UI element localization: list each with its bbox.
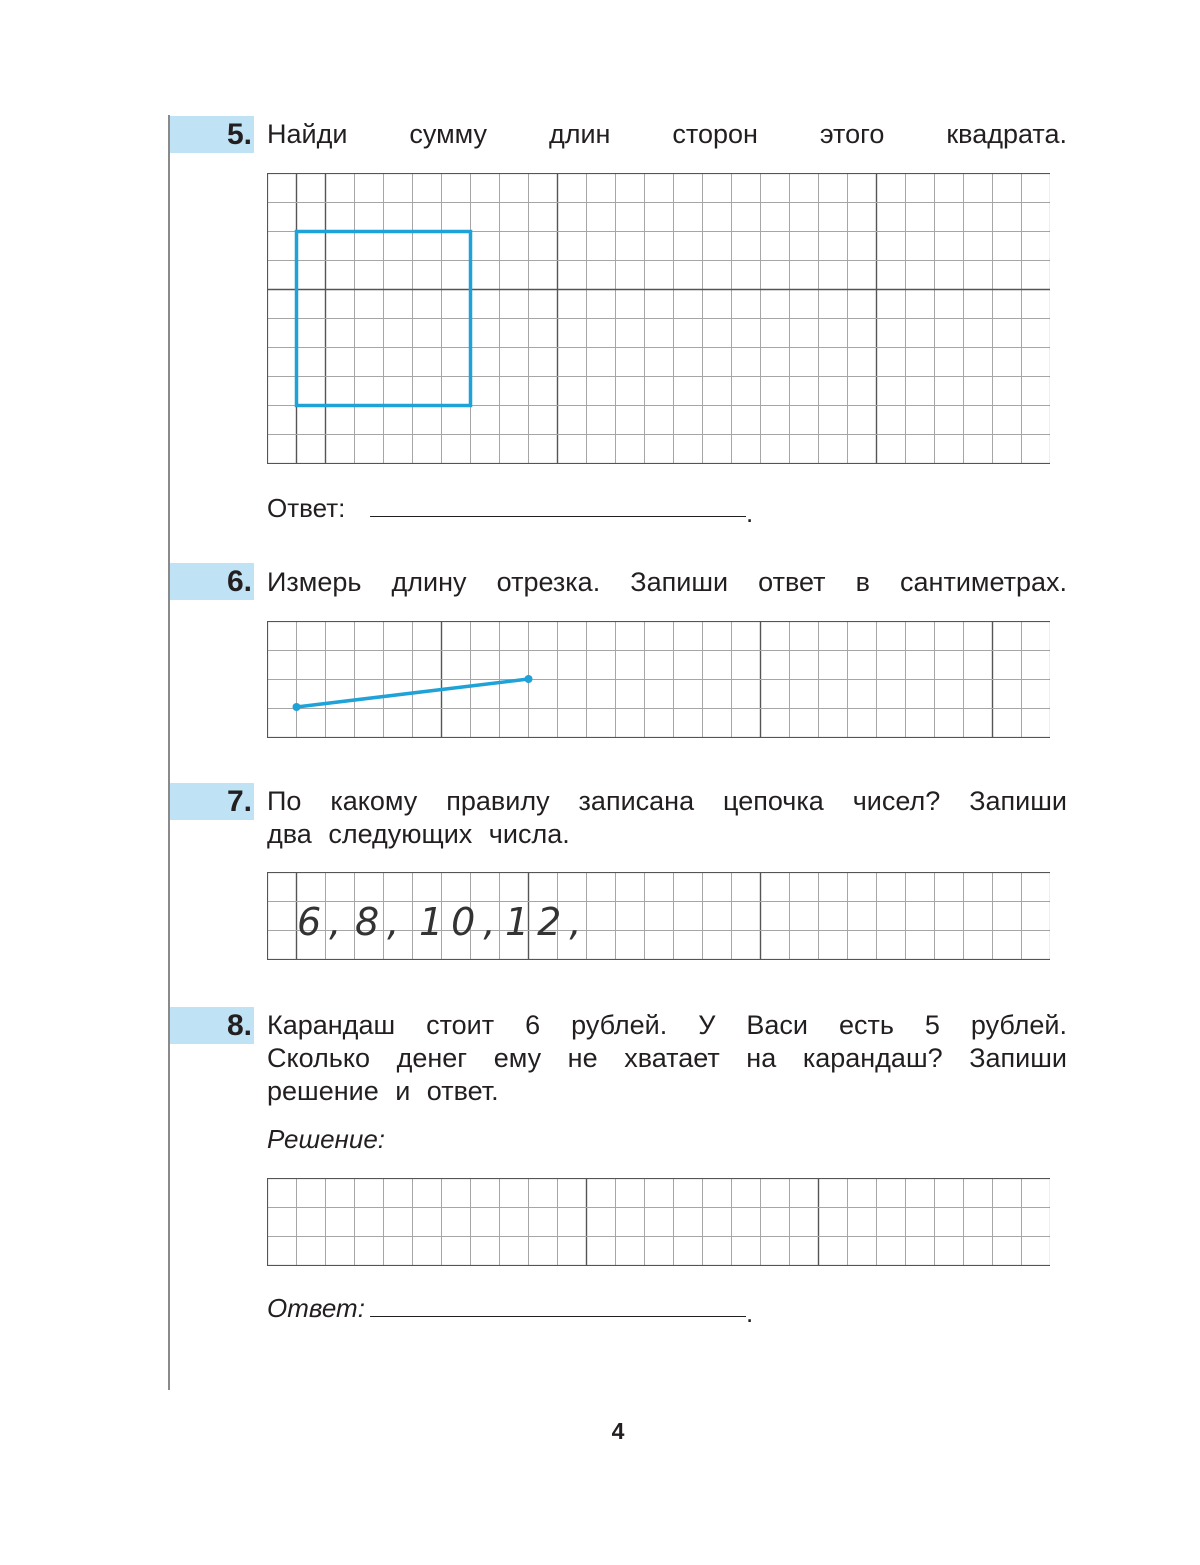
task-5-answer-line[interactable] xyxy=(370,516,746,517)
task-5-number: 5. xyxy=(226,118,252,151)
task-8-answer-label: Ответ: xyxy=(267,1293,365,1323)
page-number: 4 xyxy=(611,1418,625,1444)
task-7-number: 7. xyxy=(226,785,252,818)
handwritten-number: 6, xyxy=(297,900,350,944)
task-6-text: Измерь длину отрезка. Запиши ответ в сантиметрах. xyxy=(267,567,1067,597)
segment-end-point xyxy=(525,675,533,683)
segment-start-point xyxy=(293,703,301,711)
task-7-line-2: два следующих числа. xyxy=(267,819,570,849)
task-8-line-3: решение и ответ. xyxy=(267,1076,499,1106)
task-8-line-1: Карандаш стоит 6 рублей. У Васи есть 5 рублей. xyxy=(267,1010,1067,1040)
handwritten-number: 10, xyxy=(419,900,504,944)
task-5-text: Найди сумму длин сторон этого квадрата. xyxy=(267,119,1067,149)
task-7-text xyxy=(267,785,1067,851)
task-5-answer-label: Ответ: xyxy=(267,493,346,523)
handwritten-number: 8, xyxy=(355,900,408,944)
task-8-grid[interactable] xyxy=(267,1178,1050,1266)
task-6-number: 6. xyxy=(226,565,252,598)
grid-border xyxy=(268,1179,1051,1266)
task-7-line-1: По какому правилу записана цепочка чисел? Запиши xyxy=(267,786,1067,816)
margin-line xyxy=(168,115,170,1390)
task-6-grid[interactable] xyxy=(267,621,1050,738)
task-8-text xyxy=(267,1009,1067,1108)
task-8-answer-end: . xyxy=(746,1298,754,1328)
handwritten-number: 12, xyxy=(505,900,590,944)
task-5-grid[interactable] xyxy=(267,173,1050,464)
task-8-line-2: Сколько денег ему не хватает на карандаш? Запиши xyxy=(267,1043,1067,1073)
task-8-number: 8. xyxy=(226,1009,252,1042)
task-5-answer-end: . xyxy=(746,498,754,528)
task-8-solution-label: Решение: xyxy=(267,1124,386,1154)
task-7-grid[interactable] xyxy=(267,872,1050,960)
task-8-answer-line[interactable] xyxy=(370,1316,746,1317)
